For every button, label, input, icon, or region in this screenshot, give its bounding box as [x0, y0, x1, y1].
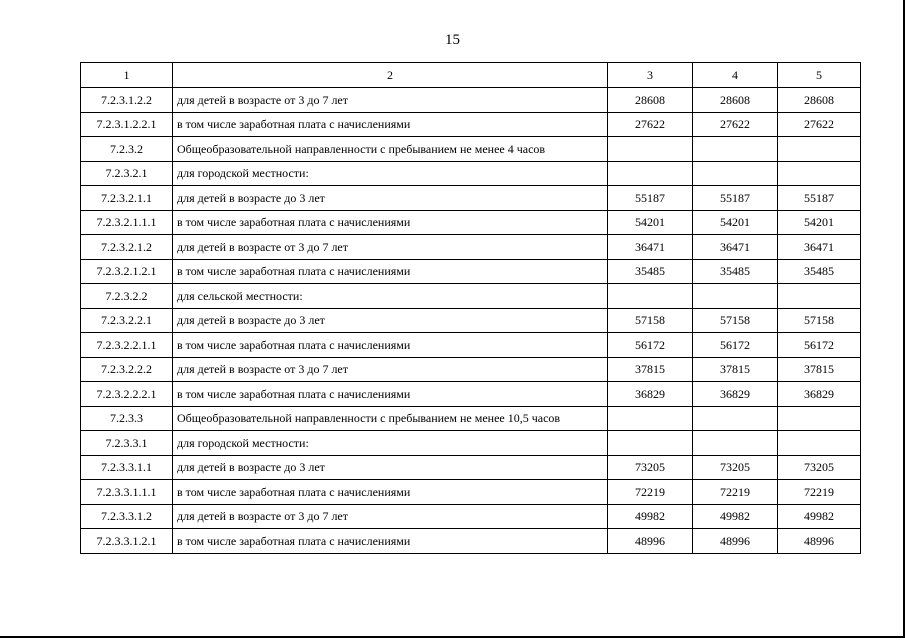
- cell-description: для детей в возрасте от 3 до 7 лет: [173, 504, 608, 529]
- cell-value-3: 48996: [608, 529, 693, 554]
- table-row: [81, 186, 861, 211]
- cell-value-3: 35485: [608, 259, 693, 284]
- cell-description: для городской местности:: [173, 431, 608, 456]
- cell-code: 7.2.3.2.1.1.1: [81, 210, 173, 235]
- cell-code: 7.2.3.1.2.2: [81, 88, 173, 113]
- cell-value-5: 35485: [778, 259, 861, 284]
- cell-value-4: 37815: [693, 357, 778, 382]
- cell-value-4: 28608: [693, 88, 778, 113]
- cell-code: 7.2.3.2.1.2.1: [81, 259, 173, 284]
- cell-value-4: 27622: [693, 112, 778, 137]
- cell-value-5: 36471: [778, 235, 861, 260]
- cell-description: в том числе заработная плата с начислениями: [173, 259, 608, 284]
- cell-value-4: [693, 161, 778, 186]
- cell-value-5: [778, 406, 861, 431]
- cell-value-5: 55187: [778, 186, 861, 211]
- cell-value-3: 27622: [608, 112, 693, 137]
- cell-code: 7.2.3.3.1.1.1: [81, 480, 173, 505]
- cell-description: Общеобразовательной направленности с пребыванием не менее 4 часов: [173, 137, 608, 162]
- cell-value-3: [608, 137, 693, 162]
- cell-value-4: 36471: [693, 235, 778, 260]
- cell-value-5: 36829: [778, 382, 861, 407]
- cell-code: 7.2.3.2.1.2: [81, 235, 173, 260]
- cell-description: в том числе заработная плата с начислениями: [173, 529, 608, 554]
- cell-value-5: 54201: [778, 210, 861, 235]
- column-header-1: 1: [81, 63, 173, 88]
- cell-code: 7.2.3.2.2.2: [81, 357, 173, 382]
- column-header-2: 2: [173, 63, 608, 88]
- table-row: [81, 382, 861, 407]
- cell-description: в том числе заработная плата с начислениями: [173, 480, 608, 505]
- cell-value-5: [778, 161, 861, 186]
- cell-value-3: 73205: [608, 455, 693, 480]
- cell-value-5: 48996: [778, 529, 861, 554]
- cell-description: для детей в возрасте до 3 лет: [173, 186, 608, 211]
- cell-code: 7.2.3.2.1.1: [81, 186, 173, 211]
- cell-code: 7.2.3.2.2: [81, 284, 173, 309]
- cell-code: 7.2.3.3.1.2: [81, 504, 173, 529]
- cell-code: 7.2.3.3: [81, 406, 173, 431]
- table-row: [81, 480, 861, 505]
- cell-value-4: 72219: [693, 480, 778, 505]
- table-row: [81, 504, 861, 529]
- cell-value-3: [608, 284, 693, 309]
- cell-value-4: 35485: [693, 259, 778, 284]
- cell-value-4: 57158: [693, 308, 778, 333]
- tariff-table: [80, 62, 861, 554]
- table-row: [81, 455, 861, 480]
- cell-value-4: 55187: [693, 186, 778, 211]
- cell-value-5: 73205: [778, 455, 861, 480]
- table-row: [81, 529, 861, 554]
- table-row: [81, 406, 861, 431]
- cell-value-3: 28608: [608, 88, 693, 113]
- cell-description: для городской местности:: [173, 161, 608, 186]
- column-header-5: 5: [778, 63, 861, 88]
- cell-value-4: 48996: [693, 529, 778, 554]
- cell-value-5: 56172: [778, 333, 861, 358]
- cell-value-4: 73205: [693, 455, 778, 480]
- cell-value-3: 36471: [608, 235, 693, 260]
- cell-code: 7.2.3.3.1: [81, 431, 173, 456]
- cell-description: Общеобразовательной направленности с пребыванием не менее 10,5 часов: [173, 406, 608, 431]
- cell-value-5: 49982: [778, 504, 861, 529]
- table-row: [81, 308, 861, 333]
- cell-value-4: 56172: [693, 333, 778, 358]
- cell-value-3: 49982: [608, 504, 693, 529]
- table-row: [81, 112, 861, 137]
- table-row: [81, 284, 861, 309]
- table-row: [81, 210, 861, 235]
- cell-value-4: [693, 406, 778, 431]
- cell-value-3: 36829: [608, 382, 693, 407]
- cell-description: в том числе заработная плата с начислениями: [173, 210, 608, 235]
- cell-code: 7.2.3.2.2.1: [81, 308, 173, 333]
- cell-value-5: 28608: [778, 88, 861, 113]
- cell-description: для детей в возрасте от 3 до 7 лет: [173, 235, 608, 260]
- cell-value-3: 55187: [608, 186, 693, 211]
- cell-code: 7.2.3.2.2.2.1: [81, 382, 173, 407]
- cell-code: 7.2.3.2: [81, 137, 173, 162]
- cell-value-4: [693, 431, 778, 456]
- cell-description: для детей в возрасте от 3 до 7 лет: [173, 357, 608, 382]
- cell-description: в том числе заработная плата с начислениями: [173, 333, 608, 358]
- cell-value-5: 72219: [778, 480, 861, 505]
- cell-description: для сельской местности:: [173, 284, 608, 309]
- cell-value-5: [778, 431, 861, 456]
- cell-value-3: 56172: [608, 333, 693, 358]
- cell-value-3: 57158: [608, 308, 693, 333]
- cell-code: 7.2.3.2.2.1.1: [81, 333, 173, 358]
- table-row: [81, 333, 861, 358]
- cell-code: 7.2.3.3.1.2.1: [81, 529, 173, 554]
- cell-value-3: [608, 406, 693, 431]
- cell-value-3: 54201: [608, 210, 693, 235]
- table-row: [81, 137, 861, 162]
- cell-value-4: 54201: [693, 210, 778, 235]
- cell-value-4: 49982: [693, 504, 778, 529]
- cell-value-5: [778, 284, 861, 309]
- cell-value-3: 37815: [608, 357, 693, 382]
- cell-value-4: [693, 137, 778, 162]
- column-header-4: 4: [693, 63, 778, 88]
- cell-value-5: [778, 137, 861, 162]
- cell-value-3: [608, 161, 693, 186]
- cell-description: для детей в возрасте до 3 лет: [173, 455, 608, 480]
- cell-description: в том числе заработная плата с начислениями: [173, 112, 608, 137]
- cell-value-3: 72219: [608, 480, 693, 505]
- table-row: [81, 431, 861, 456]
- cell-value-5: 57158: [778, 308, 861, 333]
- cell-description: в том числе заработная плата с начислениями: [173, 382, 608, 407]
- table-row: [81, 259, 861, 284]
- cell-value-5: 37815: [778, 357, 861, 382]
- table-row: [81, 88, 861, 113]
- table-row: [81, 357, 861, 382]
- cell-code: 7.2.3.2.1: [81, 161, 173, 186]
- column-header-3: 3: [608, 63, 693, 88]
- table-row: [81, 161, 861, 186]
- table-body: [81, 88, 861, 554]
- cell-code: 7.2.3.3.1.1: [81, 455, 173, 480]
- cell-value-5: 27622: [778, 112, 861, 137]
- table-row: [81, 235, 861, 260]
- cell-code: 7.2.3.1.2.2.1: [81, 112, 173, 137]
- cell-description: для детей в возрасте от 3 до 7 лет: [173, 88, 608, 113]
- cell-description: для детей в возрасте до 3 лет: [173, 308, 608, 333]
- cell-value-4: [693, 284, 778, 309]
- cell-value-4: 36829: [693, 382, 778, 407]
- page-number: 15: [445, 32, 460, 48]
- cell-value-3: [608, 431, 693, 456]
- table-header-row: [81, 63, 861, 88]
